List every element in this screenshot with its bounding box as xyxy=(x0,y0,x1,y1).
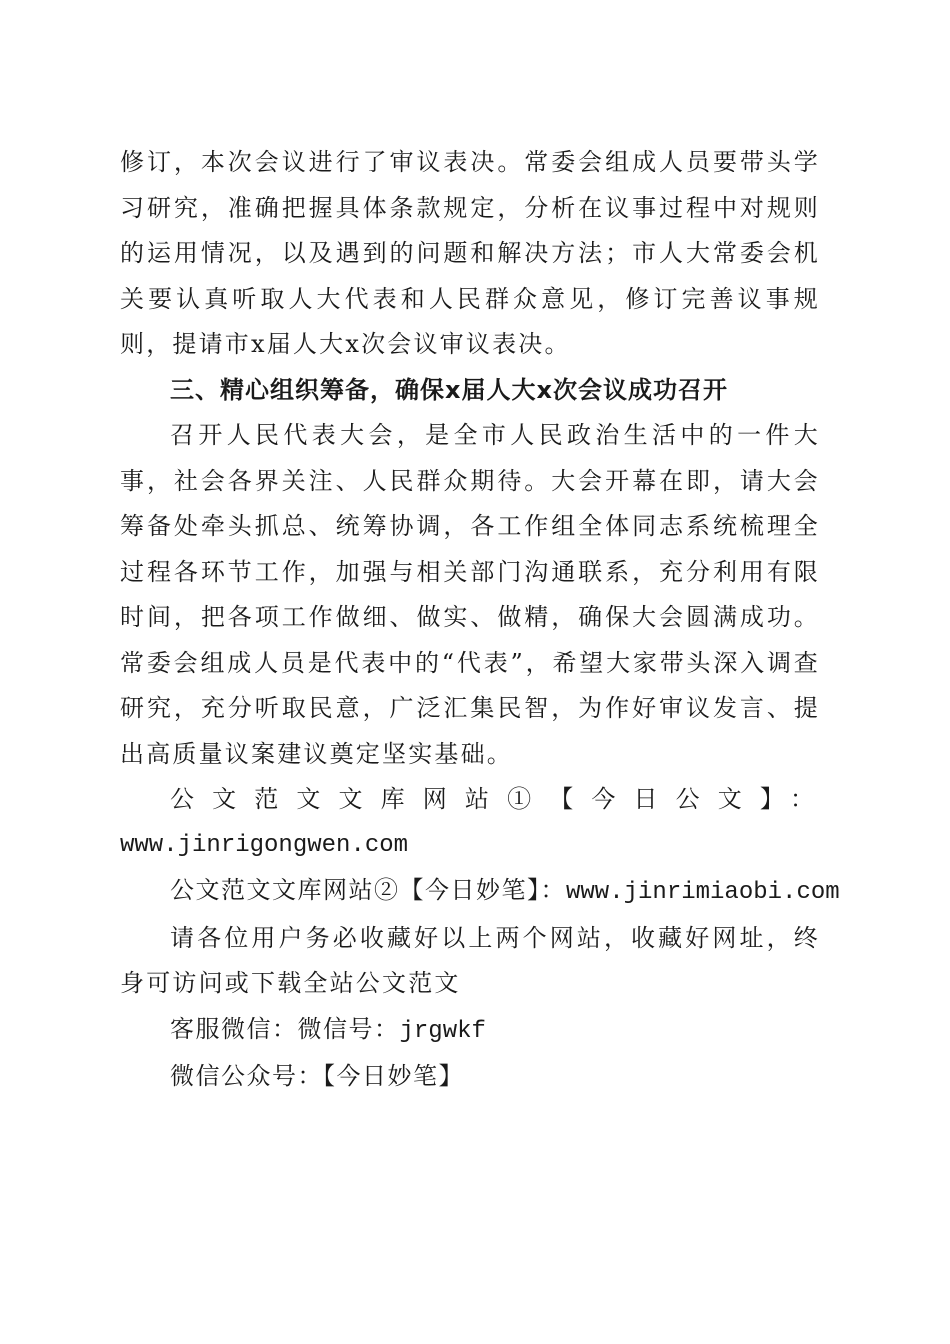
paragraph-main: 召开人民代表大会，是全市人民政治生活中的一件大事，社会各界关注、人民群众期待。大会开幕在即，请大会筹备处牵头抓总、统筹协调，各工作组全体同志系统梳理全过程各环节工作，加强与相关部门沟通联系，充分利用有限时间，把各项工作做细、做实、做精，确保大会圆满成功。常委会组成人员是代表中的“代表”，希望大家带头深入调查研究，充分听取民意，广泛汇集民智，为作好审议发言、提出高质量议案建议奠定坚实基础。 xyxy=(120,421,820,768)
official-account-line: 微信公众号：【今日妙笔】 xyxy=(170,1062,464,1090)
bookmark-notice: 请各位用户务必收藏好以上两个网站，收藏好网址，终身可访问或下载全站公文范文 xyxy=(120,923,820,997)
customer-service-label: 客服微信：微信号： xyxy=(170,1014,400,1043)
document-page xyxy=(120,140,840,1100)
website-2-url[interactable]: www.jinrimiaobi.com xyxy=(566,879,840,906)
paragraph-continuation: 修订，本次会议进行了审议表决。常委会组成人员要带头学习研究，准确把握具体条款规定，分析在议事过程中对规则的运用情况，以及遇到的问题和解决方法；市人大常委会机关要认真听取人大代表和人民群众意见，修订完善议事规则，提请市x届人大x次会议审议表决。 xyxy=(120,148,820,358)
section-heading: 三、精心组织筹备，确保x届人大x次会议成功召开 xyxy=(170,375,728,404)
website-1-url[interactable]: www.jinrigongwen.com xyxy=(120,831,409,859)
website-1-label: 公文范文文库网站①【今日公文】： xyxy=(170,785,820,813)
website-2-line xyxy=(120,868,840,916)
website-1-line xyxy=(120,777,820,868)
customer-service-line xyxy=(120,1007,820,1055)
wechat-id: jrgwkf xyxy=(399,1017,486,1045)
website-2-label: 公文范文文库网站②【今日妙笔】： xyxy=(170,876,566,904)
